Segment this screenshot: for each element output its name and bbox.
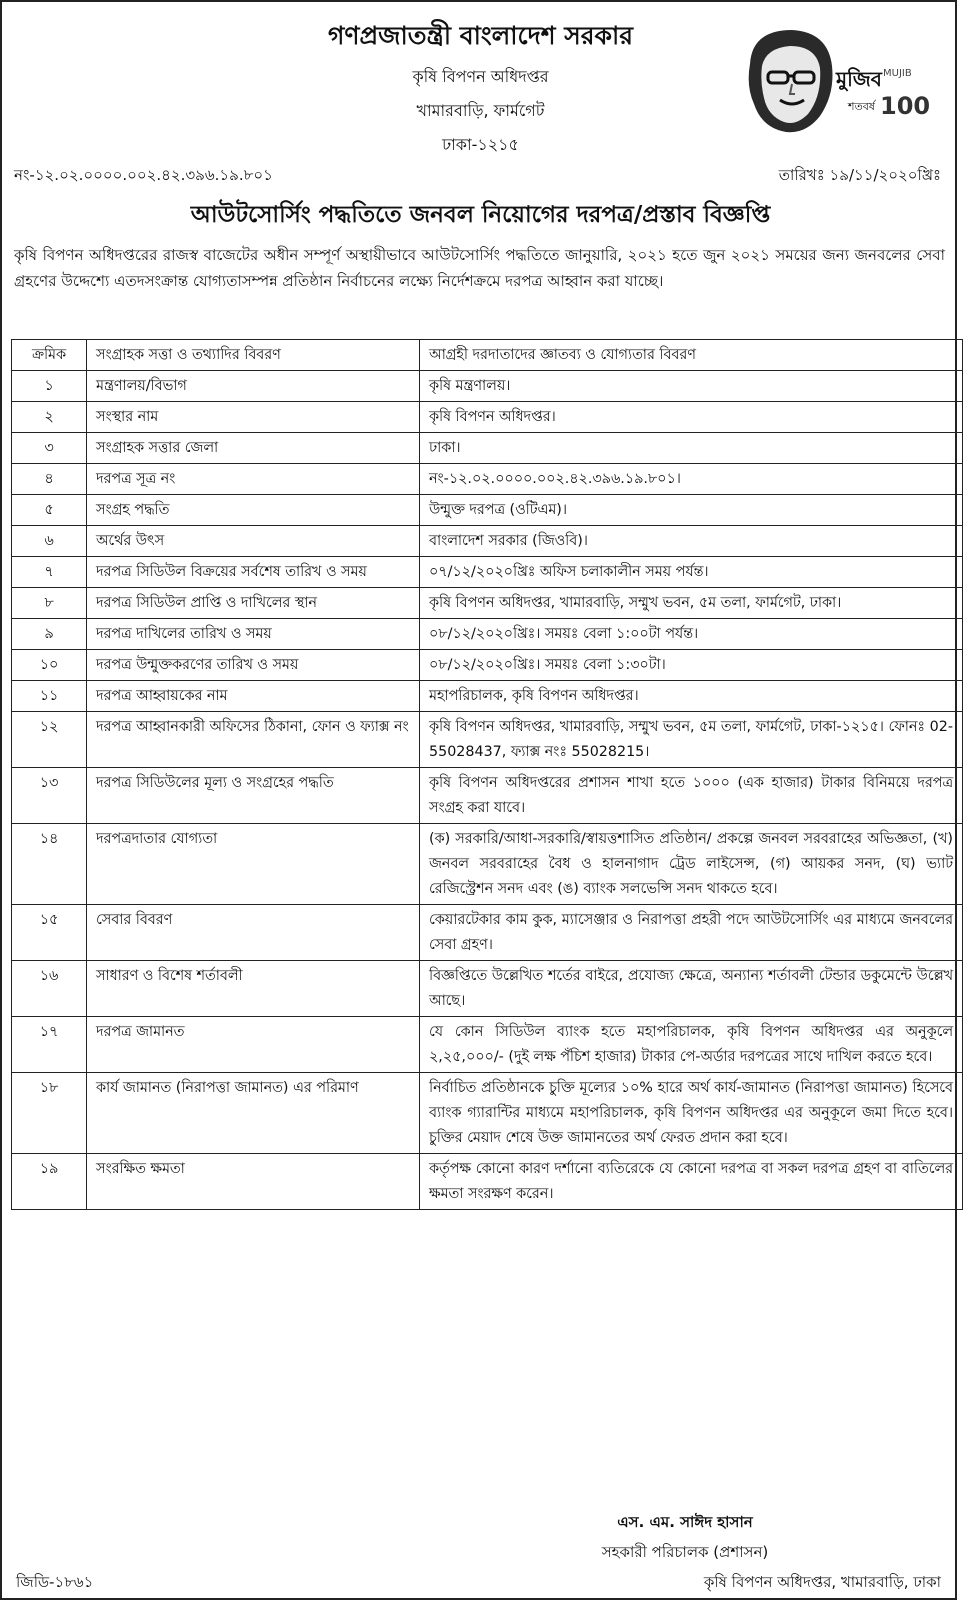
row-item: সংস্থার নাম bbox=[87, 402, 420, 433]
row-item: সংগ্রহ পদ্ধতি bbox=[87, 495, 420, 526]
row-serial: ১৯ bbox=[12, 1154, 87, 1210]
logo-100: 100 bbox=[880, 92, 931, 120]
row-item: সংগ্রাহক সত্তার জেলা bbox=[87, 433, 420, 464]
row-detail: যে কোন সিডিউল ব্যাংক হতে মহাপরিচালক, কৃষি বিপণন অধিদপ্তর এর অনুকূলে ২,২৫,০০০/- (দুই লক্ষ পঁচিশ হাজার) টাকার পে-অর্ডার দরপত্রের সাথে দাখিল করতে হবে। bbox=[420, 1017, 963, 1073]
row-serial: ৬ bbox=[12, 526, 87, 557]
row-item: দরপত্র জামানত bbox=[87, 1017, 420, 1073]
row-detail: কৃষি বিপণন অধিদপ্তরের প্রশাসন শাখা হতে ১০০০ (এক হাজার) টাকার বিনিময়ে দরপত্র সংগ্রহ করা যাবে। bbox=[420, 768, 963, 824]
table-row bbox=[12, 402, 963, 433]
row-detail: নং-১২.০২.০০০০.০০২.৪২.৩৯৬.১৯.৮০১। bbox=[420, 464, 963, 495]
row-item: সেবার বিবরণ bbox=[87, 905, 420, 961]
row-item: দরপত্র সিডিউল প্রাপ্তি ও দাখিলের স্থান bbox=[87, 588, 420, 619]
signatory-office: কৃষি বিপণন অধিদপ্তর, খামারবাড়ি, ঢাকা bbox=[703, 1573, 941, 1591]
logo-mujib-latin: MUJIB bbox=[883, 68, 912, 79]
row-item: দরপত্র সিডিউলের মূল্য ও সংগ্রহের পদ্ধতি bbox=[87, 768, 420, 824]
col-detail-header: আগ্রহী দরদাতাদের জ্ঞাতব্য ও যোগ্যতার বিবরণ bbox=[420, 340, 963, 371]
row-item: দরপত্র আহ্বানকারী অফিসের ঠিকানা, ফোন ও ফ্যাক্স নং bbox=[87, 712, 420, 768]
government-heading: গণপ্রজাতন্ত্রী বাংলাদেশ সরকার bbox=[328, 21, 633, 50]
table-row bbox=[12, 619, 963, 650]
table-row bbox=[12, 961, 963, 1017]
row-serial: ১৮ bbox=[12, 1073, 87, 1154]
table-row bbox=[12, 588, 963, 619]
row-detail: ঢাকা। bbox=[420, 433, 963, 464]
row-detail: নির্বাচিত প্রতিষ্ঠানকে চুক্তি মূল্যের ১০% হারে অর্থ কার্য-জামানত (নিরাপত্তা জামানত) হিসেবে ব্যাংক গ্যারান্টির মাধ্যমে মহাপরিচালক, কৃষি বিপণন অধিদপ্তর এর অনুকূলে জমা দিতে হবে। চুক্তির মেয়াদ শেষে উক্ত জামানতের অর্থ ফেরত প্রদান করা হবে। bbox=[420, 1073, 963, 1154]
row-serial: ১০ bbox=[12, 650, 87, 681]
table-row bbox=[12, 1073, 963, 1154]
row-detail: উন্মুক্ত দরপত্র (ওটিএম)। bbox=[420, 495, 963, 526]
signatory-name: এস. এম. সাঈদ হাসান bbox=[617, 1513, 753, 1531]
table-header-row bbox=[12, 340, 963, 371]
department-address: খামারবাড়ি, ফার্মগেট bbox=[416, 101, 545, 120]
row-detail: ০৮/১২/২০২০খ্রিঃ। সময়ঃ বেলা ১:৩০টা। bbox=[420, 650, 963, 681]
memo-number: নং-১২.০২.০০০০.০০২.৪২.৩৯৬.১৯.৮০১ bbox=[14, 166, 273, 184]
row-detail: কৃষি বিপণন অধিদপ্তর। bbox=[420, 402, 963, 433]
intro-paragraph: কৃষি বিপণন অধিদপ্তরের রাজস্ব বাজেটের অধীন সম্পূর্ণ অস্থায়ীভাবে আউটসোর্সিং পদ্ধতিতে জানুয়ারি, ২০২১ হতে জুন ২০২১ সময়ের জন্য জনবলের সেবা গ্রহণের উদ্দেশ্যে এতদসংক্রান্ত যোগ্যতাসম্পন্ন প্রতিষ্ঠান নির্বাচনের লক্ষ্যে নির্দেশক্রমে দরপত্র আহ্বান করা যাচ্ছে। bbox=[14, 246, 945, 290]
signatory-designation: সহকারী পরিচালক (প্রশাসন) bbox=[601, 1543, 769, 1561]
row-serial: ১৭ bbox=[12, 1017, 87, 1073]
row-serial: ৪ bbox=[12, 464, 87, 495]
row-serial: ৩ bbox=[12, 433, 87, 464]
tender-details-table bbox=[11, 339, 963, 1210]
row-item: সংরক্ষিত ক্ষমতা bbox=[87, 1154, 420, 1210]
table-row bbox=[12, 681, 963, 712]
table-row bbox=[12, 1154, 963, 1210]
row-serial: ১৬ bbox=[12, 961, 87, 1017]
table-row bbox=[12, 371, 963, 402]
row-detail: কৃষি বিপণন অধিদপ্তর, খামারবাড়ি, সম্মুখ ভবন, ৫ম তলা, ফার্মগেট, ঢাকা। bbox=[420, 588, 963, 619]
row-serial: ২ bbox=[12, 402, 87, 433]
row-item: দরপত্র সূত্র নং bbox=[87, 464, 420, 495]
portrait-icon bbox=[749, 30, 833, 132]
col-serial-header: ক্রমিক bbox=[12, 340, 87, 371]
col-item-header: সংগ্রাহক সত্তা ও তথ্যাদির বিবরণ bbox=[87, 340, 420, 371]
logo-shatabarsha: শতবর্ষ bbox=[848, 100, 875, 113]
table-row bbox=[12, 1017, 963, 1073]
row-serial: ৮ bbox=[12, 588, 87, 619]
department-city: ঢাকা-১২১৫ bbox=[442, 135, 519, 154]
row-detail: কৃষি বিপণন অধিদপ্তর, খামারবাড়ি, সম্মুখ ভবন, ৫ম তলা, ফার্মগেট, ঢাকা-১২১৫। ফোনঃ 02-55028437, ফ্যাক্স নংঃ 55028215। bbox=[420, 712, 963, 768]
row-serial: ৯ bbox=[12, 619, 87, 650]
row-item: দরপত্র উন্মুক্তকরণের তারিখ ও সময় bbox=[87, 650, 420, 681]
table-row bbox=[12, 650, 963, 681]
memo-date: তারিখঃ ১৯/১১/২০২০খ্রিঃ bbox=[778, 166, 941, 184]
row-detail: কর্তৃপক্ষ কোনো কারণ দর্শানো ব্যতিরেকে যে কোনো দরপত্র বা সকল দরপত্র গ্রহণ বা বাতিলের ক্ষমতা সংরক্ষণ করেন। bbox=[420, 1154, 963, 1210]
row-detail: কেয়ারটেকার কাম কুক, ম্যাসেঞ্জার ও নিরাপত্তা প্রহরী পদে আউটসোর্সিং এর মাধ্যমে জনবলের সেবা গ্রহণ। bbox=[420, 905, 963, 961]
row-serial: ১৫ bbox=[12, 905, 87, 961]
table-row bbox=[12, 712, 963, 768]
table-body bbox=[12, 371, 963, 1210]
row-item: দরপত্র সিডিউল বিক্রয়ের সর্বশেষ তারিখ ও সময় bbox=[87, 557, 420, 588]
row-serial: ১ bbox=[12, 371, 87, 402]
row-detail: ০৭/১২/২০২০খ্রিঃ অফিস চলাকালীন সময় পর্যন্ত। bbox=[420, 557, 963, 588]
table-row bbox=[12, 824, 963, 905]
row-serial: ৫ bbox=[12, 495, 87, 526]
row-serial: ১৪ bbox=[12, 824, 87, 905]
row-item: দরপত্র আহ্বায়কের নাম bbox=[87, 681, 420, 712]
row-serial: ১১ bbox=[12, 681, 87, 712]
row-detail: বাংলাদেশ সরকার (জিওবি)। bbox=[420, 526, 963, 557]
table-row bbox=[12, 433, 963, 464]
row-item: দরপত্র দাখিলের তারিখ ও সময় bbox=[87, 619, 420, 650]
row-detail: বিজ্ঞপ্তিতে উল্লেখিত শর্তের বাইরে, প্রযোজ্য ক্ষেত্রে, অন্যান্য শর্তাবলী টেন্ডার ডকুমেন্টে উল্লেখ আছে। bbox=[420, 961, 963, 1017]
row-detail: মহাপরিচালক, কৃষি বিপণন অধিদপ্তর। bbox=[420, 681, 963, 712]
row-detail: কৃষি মন্ত্রণালয়। bbox=[420, 371, 963, 402]
table-row bbox=[12, 768, 963, 824]
notice-title: আউটসোর্সিং পদ্ধতিতে জনবল নিয়োগের দরপত্র/প্রস্তাব বিজ্ঞপ্তি bbox=[190, 202, 771, 228]
row-item: সাধারণ ও বিশেষ শর্তাবলী bbox=[87, 961, 420, 1017]
row-serial: ১৩ bbox=[12, 768, 87, 824]
table-row bbox=[12, 557, 963, 588]
row-item: কার্য জামানত (নিরাপত্তা জামানত) এর পরিমাণ bbox=[87, 1073, 420, 1154]
row-detail: ০৮/১২/২০২০খ্রিঃ। সময়ঃ বেলা ১:০০টা পর্যন্ত। bbox=[420, 619, 963, 650]
table-row bbox=[12, 905, 963, 961]
table-row bbox=[12, 464, 963, 495]
table-row bbox=[12, 526, 963, 557]
row-item: অর্থের উৎস bbox=[87, 526, 420, 557]
row-item: দরপত্রদাতার যোগ্যতা bbox=[87, 824, 420, 905]
dg-number: জিডি-১৮৬১ bbox=[16, 1573, 94, 1591]
row-item: মন্ত্রণালয়/বিভাগ bbox=[87, 371, 420, 402]
mujib-100-logo bbox=[740, 24, 931, 142]
row-detail: (ক) সরকারি/আধা-সরকারি/স্বায়ত্তশাসিত প্রতিষ্ঠান/ প্রকল্পে জনবল সরবরাহের অভিজ্ঞতা, (খ) জনবল সরবরাহের বৈধ ও হালনাগাদ ট্রেড লাইসেন্স, (গ) আয়কর সনদ, (ঘ) ভ্যাট রেজিস্ট্রেশন সনদ এবং (ঙ) ব্যাংক সলভেন্সি সনদ থাকতে হবে। bbox=[420, 824, 963, 905]
row-serial: ৭ bbox=[12, 557, 87, 588]
row-serial: ১২ bbox=[12, 712, 87, 768]
logo-mujib-word: মুজিব bbox=[836, 67, 882, 91]
department-name: কৃষি বিপণন অধিদপ্তর bbox=[412, 67, 549, 86]
table-row bbox=[12, 495, 963, 526]
